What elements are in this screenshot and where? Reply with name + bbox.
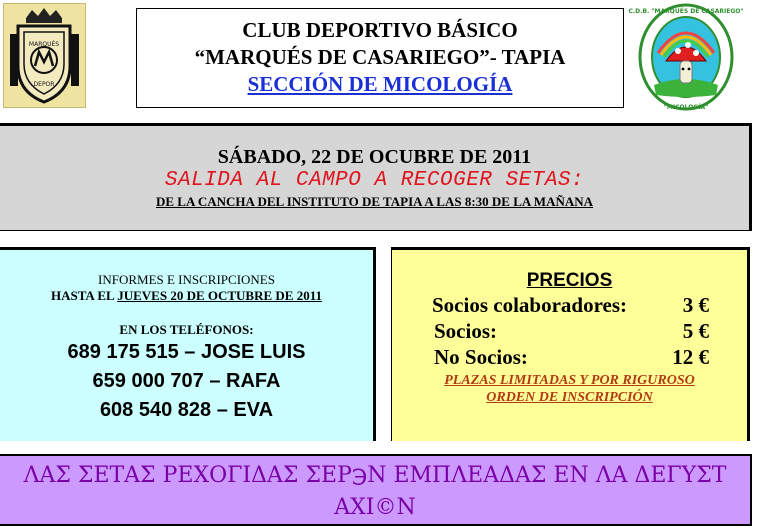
phone-contact: 608 540 828 – EVA (99, 399, 274, 421)
prices-box (391, 247, 750, 441)
mycology-mushroom-logo (628, 3, 744, 115)
club-crest-logo (3, 3, 86, 108)
price-row (392, 292, 747, 318)
price-label: Socios colaboradores: (432, 293, 628, 317)
price-label: No Socios: (434, 345, 528, 369)
phone-contact: 659 000 707 – RAFA (92, 370, 281, 392)
price-value: 3 € (682, 293, 709, 317)
info-heading: INFORMES E INSCRIPCIONES (98, 272, 275, 287)
banner-text: ΛΑΣ ΣΕΤΑΣ ΡΕΧΟΓΙΔΑΣ ΣΕΡ℈Ν ΕΜΠΛΕΑΔΑΣ ΕΝ ΛΑ ΔΕΓΥΣΤ ΑΧΙ©Ν (23, 463, 727, 520)
svg-text:C.D.B. "MARQUÉS DE CASARIEGO": C.D.B. "MARQUÉS DE CASARIEGO" (628, 8, 744, 15)
event-meeting-place: DE LA CANCHA DEL INSTITUTO DE TAPIA A LAS 8:30 DE LA MAÑANA (155, 194, 594, 209)
club-name-line2: “MARQUÉS DE CASARIEGO”- TAPIA (194, 45, 566, 69)
price-value: 12 € (672, 345, 709, 369)
phones-label: EN LOS TELÉFONOS: (119, 322, 254, 337)
price-value: 5 € (682, 319, 709, 343)
svg-text:"MICOLOGÍA": "MICOLOGÍA" (663, 104, 709, 111)
registration-info-box (0, 247, 376, 441)
bottom-banner (0, 454, 752, 526)
event-date: SÁBADO, 22 DE OCUBRE DE 2011 (217, 146, 532, 168)
event-activity: SALIDA AL CAMPO A RECOGER SETAS: (164, 169, 585, 192)
phone-contact: 689 175 515 – JOSE LUIS (67, 341, 306, 363)
section-link[interactable]: SECCIÓN DE MICOLOGÍA (247, 72, 513, 96)
svg-text:MARQUÉS: MARQUÉS (28, 41, 60, 48)
price-row (392, 318, 747, 344)
club-name-line1: CLUB DEPORTIVO BÁSICO (242, 18, 518, 42)
registration-deadline: HASTA EL JUEVES 20 DE OCTUBRE DE 2011 (50, 288, 323, 303)
prices-title: PRECIOS (526, 270, 613, 291)
limited-places-note: PLAZAS LIMITADAS Y POR RIGUROSO ORDEN DE INSCRIPCIÓN (444, 373, 695, 405)
price-row (392, 344, 747, 370)
price-label: Socios: (434, 319, 497, 343)
event-info-box (0, 123, 752, 231)
svg-text:DEPOR: DEPOR (33, 81, 55, 88)
club-title-box (136, 8, 624, 108)
